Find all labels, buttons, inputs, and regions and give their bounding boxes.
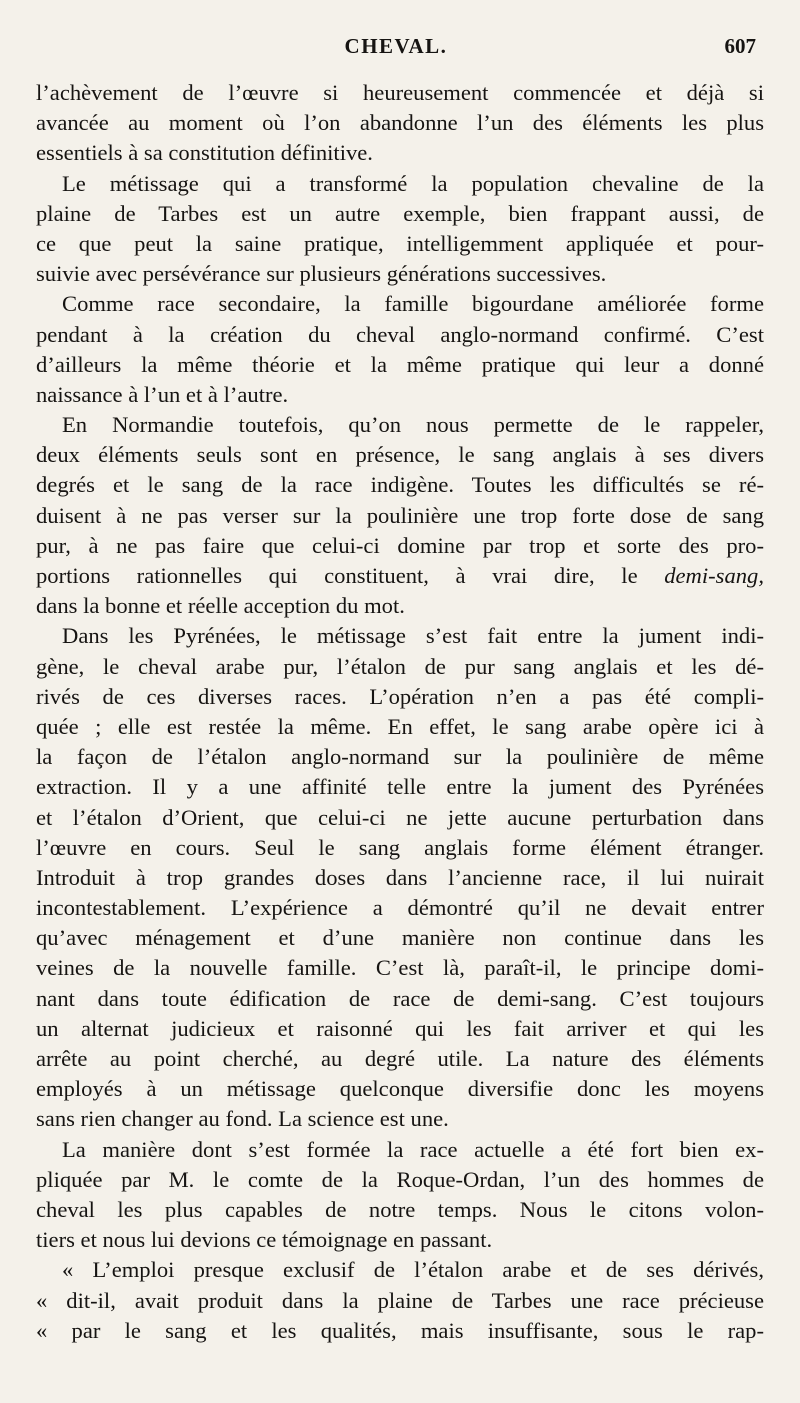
text-line: arrête au point cherché, au degré utile. La nature des éléments xyxy=(36,1046,764,1071)
paragraph xyxy=(36,169,764,290)
text-line: la façon de l’étalon anglo-normand sur la poulinière de même xyxy=(36,744,764,770)
body-text xyxy=(36,78,764,1346)
text-line: quée ; elle est restée la même. En effet, le sang arabe opère ici à xyxy=(36,713,764,739)
paragraph xyxy=(36,289,764,410)
text-line: incontestablement. L’expérience a démontré qu’il ne devait entrer xyxy=(36,895,764,921)
text-line: « dit-il, avait produit dans la plaine de Tarbes une race précieuse xyxy=(36,1287,764,1313)
text-line: l’achèvement de l’œuvre si heureusement commencée et déjà si xyxy=(36,80,764,105)
text-line: tiers et nous lui devions ce témoignage en passant. xyxy=(36,1227,493,1253)
text-line: gène, le cheval arabe pur, l’étalon de pur sang anglais et les dé- xyxy=(36,653,764,679)
paragraph xyxy=(36,1135,764,1256)
running-head: CHEVAL. xyxy=(344,34,448,58)
text-line: un alternat judicieux et raisonné qui les fait arriver et qui les xyxy=(36,1015,764,1041)
text-line: l’œuvre en cours. Seul le sang anglais forme élément étranger. xyxy=(36,834,764,860)
paragraph xyxy=(36,78,764,169)
text-line: cheval les plus capables de notre temps. Nous le citons volon- xyxy=(36,1196,764,1222)
text-line: avancée au moment où l’on abandonne l’un des éléments les plus xyxy=(36,110,764,136)
text-line: suivie avec persévérance sur plusieurs générations successives. xyxy=(36,261,607,287)
text-line: d’ailleurs la même théorie et la même pratique qui leur a donné xyxy=(36,351,764,377)
text-line: Comme race secondaire, la famille bigourdane améliorée forme xyxy=(62,291,764,317)
text-line: naissance à l’un et à l’autre. xyxy=(36,381,289,407)
text-line: pur, à ne pas faire que celui-ci domine par trop et sorte des pro- xyxy=(36,532,764,558)
text-line: dans la bonne et réelle acception du mot. xyxy=(36,593,405,619)
text-line: plaine de Tarbes est un autre exemple, bien frappant aussi, de xyxy=(36,200,764,226)
text-line: Introduit à trop grandes doses dans l’ancienne race, il lui nuirait xyxy=(36,864,764,890)
paragraph xyxy=(36,410,764,621)
text-line: nant dans toute édification de race de demi-sang. C’est toujours xyxy=(36,985,764,1011)
text-line: veines de la nouvelle famille. C’est là, paraît-il, le principe domi- xyxy=(36,955,764,981)
text-line-segment: portions rationnelles qui constituent, à vrai dire, le xyxy=(36,563,665,588)
text-line: duisent à ne pas verser sur la poulinière une trop forte dose de sang xyxy=(36,502,764,528)
text-line: ce que peut la saine pratique, intelligemment appliquée et pour- xyxy=(36,230,764,256)
text-line: sans rien changer au fond. La science est une. xyxy=(36,1106,449,1132)
text-line: En Normandie toutefois, qu’on nous permette de le rappeler, xyxy=(62,412,764,438)
text-line: « par le sang et les qualités, mais insuffisante, sous le rap- xyxy=(36,1317,764,1343)
text-line: pliquée par M. le comte de la Roque-Ordan, l’un des hommes de xyxy=(36,1166,764,1192)
text-line: pendant à la création du cheval anglo-normand confirmé. C’est xyxy=(36,321,764,347)
page-number: 607 xyxy=(724,34,756,58)
text-line: « L’emploi presque exclusif de l’étalon arabe et de ses dérivés, xyxy=(62,1257,764,1283)
text-line: et l’étalon d’Orient, que celui-ci ne jette aucune perturbation dans xyxy=(36,804,764,830)
text-line: deux éléments seuls sont en présence, le sang anglais à ses divers xyxy=(36,442,764,468)
paragraph xyxy=(36,621,764,1134)
italic-term: demi-sang, xyxy=(664,563,764,588)
paragraph xyxy=(36,1255,764,1346)
text-line: essentiels à sa constitution définitive. xyxy=(36,140,373,166)
text-line: employés à un métissage quelconque diversifie donc les moyens xyxy=(36,1076,764,1102)
text-line: La manière dont s’est formée la race actuelle a été fort bien ex- xyxy=(62,1136,764,1162)
text-line: Dans les Pyrénées, le métissage s’est fait entre la jument indi- xyxy=(62,623,764,649)
text-line: degrés et le sang de la race indigène. Toutes les difficultés se ré- xyxy=(36,472,764,498)
page-header xyxy=(36,34,756,62)
text-line xyxy=(36,561,764,591)
text-line: qu’avec ménagement et d’une manière non continue dans les xyxy=(36,925,764,951)
text-line: rivés de ces diverses races. L’opération n’en a pas été compli- xyxy=(36,683,764,709)
text-line: Le métissage qui a transformé la population chevaline de la xyxy=(62,170,764,196)
text-line: extraction. Il y a une affinité telle entre la jument des Pyrénées xyxy=(36,774,764,800)
